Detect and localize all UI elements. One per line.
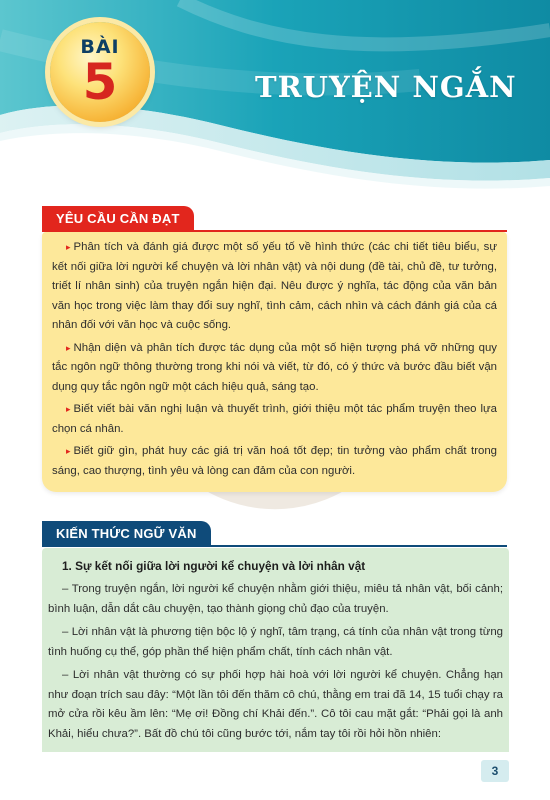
lesson-number: 5 [82,53,118,111]
knowledge-paragraph: – Lời nhân vật là phương tiện bộc lộ ý nghĩ, tâm trạng, cá tính của nhân vật trong từng tình huống cụ thể, góp phần thể hiện phẩm chất, tính cách nhân vật. [48,626,503,658]
lesson-label: BÀI [80,36,120,58]
requirement-item: ▸ Nhận diện và phân tích được tác dụng của một số hiện tượng phá vỡ những quy tắc ngôn ngữ thông thường trong khi nói và viết, từ đó, có ý thức và bước đầu biết vận dụng quy tắc ngôn ngữ một cách hiệu quả, sáng tạo. [52,339,497,398]
bullet-icon: ▸ [66,446,71,456]
knowledge-paragraph: – Trong truyện ngắn, lời người kể chuyện nhằm giới thiệu, miêu tả nhân vật, bối cảnh; bình luận, dẫn dắt câu chuyện, tạo thành giọng chủ đạo của truyện. [48,583,503,615]
knowledge-divider [42,545,507,547]
bullet-icon: ▸ [66,342,71,353]
knowledge-heading: KIẾN THỨC NGỮ VĂN [42,521,211,547]
knowledge-subheading: 1. Sự kết nối giữa lời người kể chuyện và lời nhân vật [62,559,366,573]
requirements-heading: YÊU CẦU CẦN ĐẠT [42,206,194,232]
requirement-item: ▸ Biết viết bài văn nghị luận và thuyết trình, giới thiệu một tác phẩm truyện theo lựa chọn cá nhân. [52,400,497,439]
requirement-item: ▸ Phân tích và đánh giá được một số yếu tố về hình thức (các chi tiết tiêu biểu, sự kết nối giữa lời người kể chuyện và lời nhân vật) và nội dung (đề tài, chủ đề, tư tưởng, triết lí nhân sinh) của truyện ngắn hiện đại. Nêu được ý nghĩa, tác động của văn bản văn học trong việc làm thay đổi suy nghĩ, tình cảm, cách nhìn và cách đánh giá của cá nhân đối với văn học và cuộc sống. [52,238,497,336]
page-number: 3 [481,760,509,782]
requirement-item: ▸ Biết giữ gìn, phát huy các giá trị văn hoá tốt đẹp; tin tưởng vào phẩm chất trong sáng, cao thượng, tình yêu và lòng can đảm của con người. [52,442,497,481]
knowledge-paragraph: – Lời nhân vật thường có sự phối hợp hài hoà với lời người kể chuyện. Chẳng hạn như đoạn trích sau đây: “Một lần tôi đến thăm cô chú, thằng em trai đã 14, 15 tuổi chạy ra mở cửa rồi kêu ầm lên: “Mẹ ơi! Đồng chí Khải đến.”. Cô tôi cau mặt gắt: “Phải gọi là anh Khải, hiểu chưa?”. Bất đồ chú tôi cũng bước tới, nắm tay tôi rồi hỏi hồn nhiên: [48,669,503,740]
bullet-icon: ▸ [66,242,71,252]
page-title: TRUYỆN NGẮN [255,70,517,104]
lesson-badge [50,22,150,122]
knowledge-box [42,548,509,752]
bullet-icon: ▸ [66,404,71,414]
requirements-box [42,232,507,492]
